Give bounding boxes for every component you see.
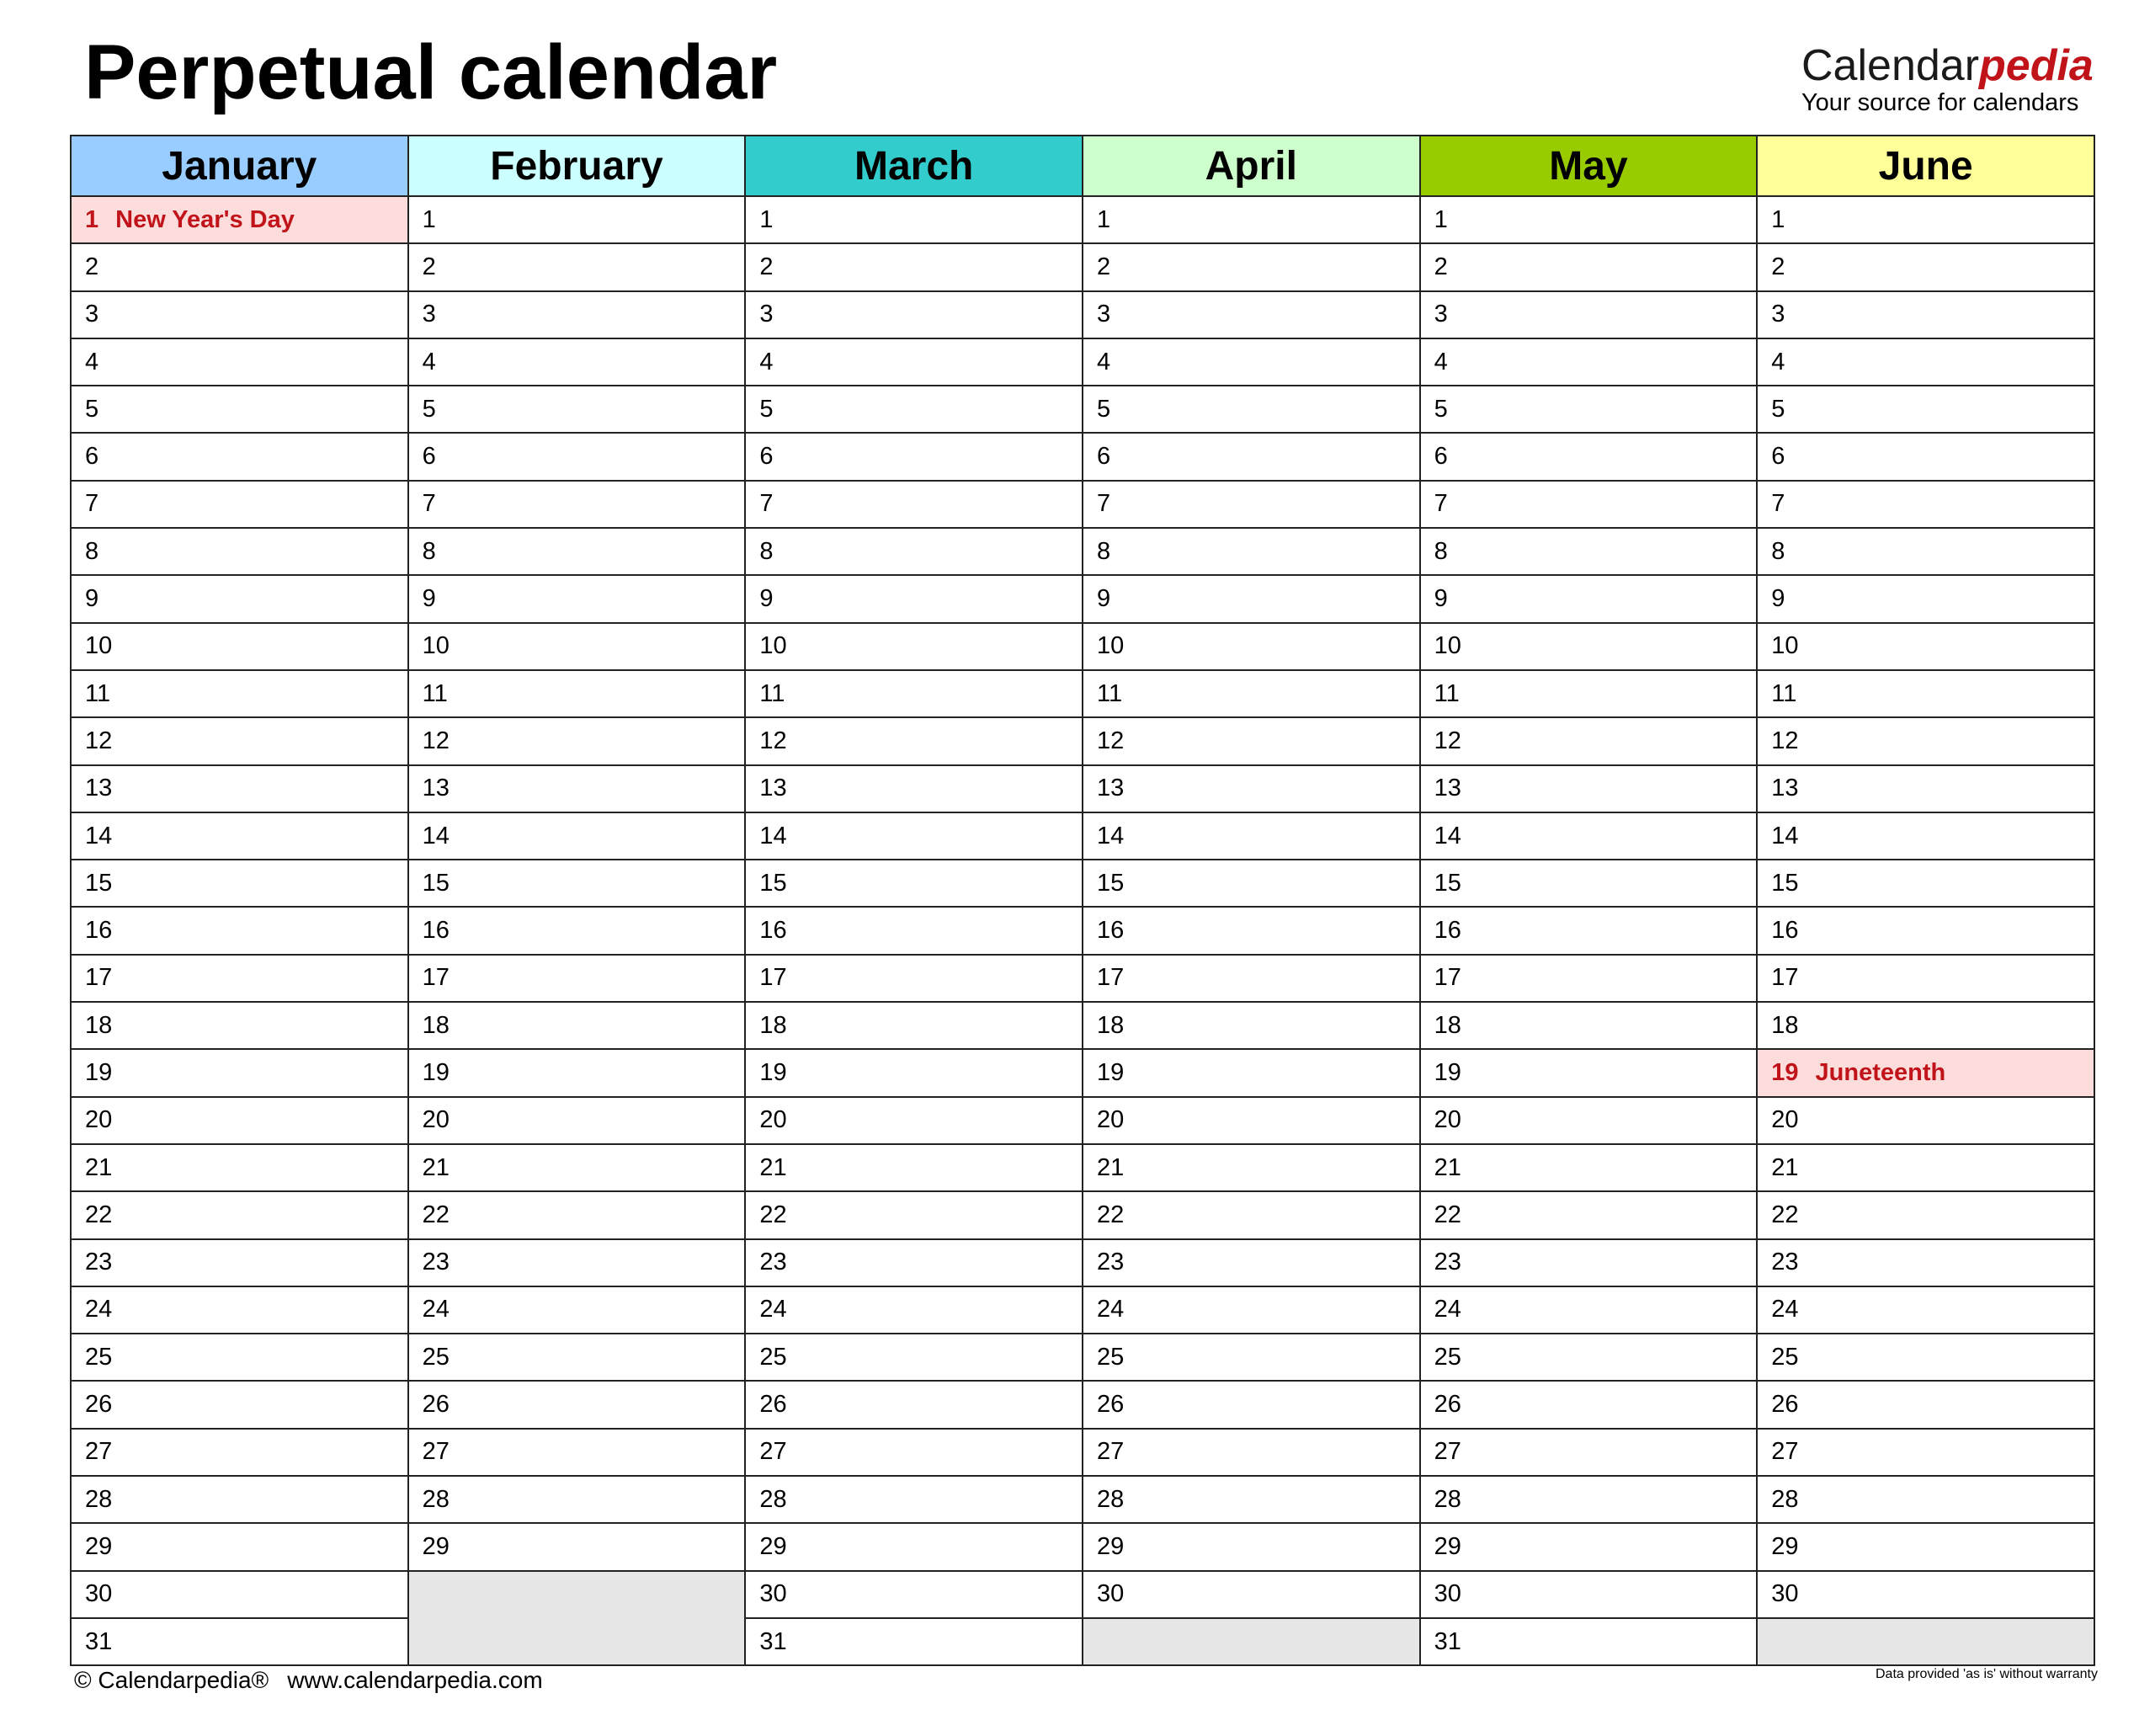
month-header-june: June: [1757, 136, 2094, 196]
day-cell[interactable]: 6: [71, 433, 408, 480]
day-cell[interactable]: 24: [1757, 1286, 2094, 1334]
day-cell[interactable]: 15: [1420, 860, 1758, 907]
day-cell[interactable]: 6: [745, 433, 1083, 480]
day-cell[interactable]: 24: [1420, 1286, 1758, 1334]
day-cell[interactable]: 22: [1757, 1191, 2094, 1238]
day-cell[interactable]: 15: [745, 860, 1083, 907]
day-cell[interactable]: 23: [71, 1239, 408, 1286]
day-cell[interactable]: 25: [71, 1334, 408, 1381]
day-cell[interactable]: 10: [71, 623, 408, 670]
day-cell[interactable]: 14: [1757, 812, 2094, 860]
day-cell[interactable]: 31: [1420, 1618, 1758, 1665]
day-cell[interactable]: 2: [1083, 243, 1420, 290]
calendar-row: [71, 623, 2094, 670]
month-header-row: [71, 136, 2094, 196]
day-cell[interactable]: 18: [1757, 1002, 2094, 1049]
calendar-row: [71, 338, 2094, 386]
day-cell[interactable]: 4: [1420, 338, 1758, 386]
day-cell[interactable]: 17: [1757, 955, 2094, 1002]
day-cell[interactable]: 20: [408, 1097, 746, 1144]
day-cell[interactable]: 4: [1757, 338, 2094, 386]
day-cell[interactable]: 14: [71, 812, 408, 860]
day-cell[interactable]: 16: [1757, 907, 2094, 954]
day-cell[interactable]: 7: [1083, 481, 1420, 528]
day-cell[interactable]: 26: [71, 1381, 408, 1428]
day-cell[interactable]: 9: [1083, 575, 1420, 622]
footer-disclaimer: Data provided 'as is' without warranty: [1875, 1667, 2098, 1681]
day-cell[interactable]: 1: [1757, 196, 2094, 243]
calendar-row: [71, 812, 2094, 860]
day-cell[interactable]: 20: [1420, 1097, 1758, 1144]
calendar-row: [71, 196, 2094, 243]
day-cell[interactable]: 11: [745, 670, 1083, 717]
day-cell[interactable]: 3: [1420, 291, 1758, 338]
day-cell[interactable]: 12: [1083, 717, 1420, 764]
calendar-row: [71, 291, 2094, 338]
day-cell[interactable]: 31: [745, 1618, 1083, 1665]
day-cell[interactable]: 23: [745, 1239, 1083, 1286]
day-cell[interactable]: 17: [1083, 955, 1420, 1002]
day-cell[interactable]: 16: [1420, 907, 1758, 954]
day-cell[interactable]: 25: [408, 1334, 746, 1381]
day-cell[interactable]: 12: [1420, 717, 1758, 764]
day-cell[interactable]: 26: [1420, 1381, 1758, 1428]
day-cell[interactable]: 5: [1757, 386, 2094, 433]
day-cell[interactable]: 6: [408, 433, 746, 480]
day-cell[interactable]: 11: [1083, 670, 1420, 717]
day-cell[interactable]: 26: [745, 1381, 1083, 1428]
day-cell[interactable]: 11: [1420, 670, 1758, 717]
day-cell[interactable]: 19: [1083, 1049, 1420, 1096]
holiday-cell[interactable]: [1757, 1049, 2094, 1096]
calendar-row: [71, 765, 2094, 812]
calendar-row: [71, 433, 2094, 480]
day-cell[interactable]: 12: [745, 717, 1083, 764]
empty-cell: [1083, 1618, 1420, 1665]
month-header-february: February: [408, 136, 746, 196]
day-cell[interactable]: 17: [408, 955, 746, 1002]
day-cell[interactable]: 20: [71, 1097, 408, 1144]
brand-tagline: Your source for calendars: [1801, 89, 2079, 116]
day-cell[interactable]: 29: [408, 1523, 746, 1570]
day-cell[interactable]: 27: [745, 1429, 1083, 1476]
calendar-row: [71, 1523, 2094, 1570]
day-cell[interactable]: 30: [1420, 1571, 1758, 1618]
day-cell[interactable]: 2: [745, 243, 1083, 290]
day-cell[interactable]: 9: [745, 575, 1083, 622]
day-cell[interactable]: 12: [408, 717, 746, 764]
calendar-row: [71, 1476, 2094, 1523]
day-cell[interactable]: 2: [408, 243, 746, 290]
day-cell[interactable]: 29: [1083, 1523, 1420, 1570]
day-cell[interactable]: 3: [71, 291, 408, 338]
day-cell[interactable]: 19: [71, 1049, 408, 1096]
calendar-row: [71, 1381, 2094, 1428]
day-cell[interactable]: 21: [1420, 1144, 1758, 1191]
day-cell[interactable]: 11: [1757, 670, 2094, 717]
day-cell[interactable]: 15: [408, 860, 746, 907]
day-cell[interactable]: 25: [1420, 1334, 1758, 1381]
day-cell[interactable]: 14: [745, 812, 1083, 860]
brand-name-part2: pedia: [1979, 41, 2094, 90]
calendar-row: [71, 717, 2094, 764]
holiday-cell[interactable]: [71, 196, 408, 243]
day-cell[interactable]: 22: [408, 1191, 746, 1238]
day-cell[interactable]: 13: [1757, 765, 2094, 812]
day-cell[interactable]: 17: [745, 955, 1083, 1002]
day-cell[interactable]: 15: [1757, 860, 2094, 907]
day-cell[interactable]: 2: [1757, 243, 2094, 290]
day-cell[interactable]: 4: [408, 338, 746, 386]
calendar-row: [71, 1286, 2094, 1334]
day-cell[interactable]: 25: [1083, 1334, 1420, 1381]
day-cell[interactable]: 29: [745, 1523, 1083, 1570]
brand-name-part1: Calendar: [1801, 41, 1980, 90]
day-cell[interactable]: 13: [1420, 765, 1758, 812]
day-cell[interactable]: 10: [745, 623, 1083, 670]
day-cell[interactable]: 20: [745, 1097, 1083, 1144]
day-cell[interactable]: 25: [745, 1334, 1083, 1381]
day-cell[interactable]: 23: [1757, 1239, 2094, 1286]
day-cell[interactable]: 8: [1420, 528, 1758, 575]
day-cell[interactable]: 24: [71, 1286, 408, 1334]
brand-logo[interactable]: [1801, 41, 2098, 116]
day-cell[interactable]: 24: [408, 1286, 746, 1334]
day-cell[interactable]: 30: [71, 1571, 408, 1618]
calendar-row: [71, 1571, 2094, 1618]
day-cell[interactable]: 21: [1757, 1144, 2094, 1191]
day-cell[interactable]: 6: [1757, 433, 2094, 480]
calendar-row: [71, 1144, 2094, 1191]
holiday-name: New Year's Day: [115, 205, 295, 233]
calendar-row: [71, 1191, 2094, 1238]
day-cell[interactable]: 5: [745, 386, 1083, 433]
calendar-row: [71, 575, 2094, 622]
day-cell[interactable]: 10: [1757, 623, 2094, 670]
day-cell[interactable]: 30: [1083, 1571, 1420, 1618]
calendar-row: [71, 670, 2094, 717]
day-cell[interactable]: 28: [1083, 1476, 1420, 1523]
day-cell[interactable]: 19: [1420, 1049, 1758, 1096]
day-cell[interactable]: 21: [71, 1144, 408, 1191]
day-number: 1: [85, 205, 99, 233]
day-cell[interactable]: 7: [1757, 481, 2094, 528]
day-cell[interactable]: 9: [1757, 575, 2094, 622]
day-cell[interactable]: 23: [1083, 1239, 1420, 1286]
day-cell[interactable]: 16: [408, 907, 746, 954]
calendar-table: [70, 135, 2095, 1666]
day-cell[interactable]: 22: [71, 1191, 408, 1238]
day-cell[interactable]: 9: [71, 575, 408, 622]
calendar-row: [71, 1049, 2094, 1096]
day-cell[interactable]: 10: [408, 623, 746, 670]
day-cell[interactable]: 17: [71, 955, 408, 1002]
day-cell[interactable]: 13: [408, 765, 746, 812]
day-cell[interactable]: 7: [1420, 481, 1758, 528]
day-cell[interactable]: 7: [745, 481, 1083, 528]
day-cell[interactable]: 14: [1420, 812, 1758, 860]
day-cell[interactable]: 3: [745, 291, 1083, 338]
day-cell[interactable]: 27: [1420, 1429, 1758, 1476]
day-cell[interactable]: 10: [1083, 623, 1420, 670]
day-cell[interactable]: 23: [1420, 1239, 1758, 1286]
day-cell[interactable]: 15: [1083, 860, 1420, 907]
day-cell[interactable]: 28: [745, 1476, 1083, 1523]
calendar-row: [71, 528, 2094, 575]
day-cell[interactable]: 19: [745, 1049, 1083, 1096]
calendar-row: [71, 243, 2094, 290]
day-cell[interactable]: 8: [408, 528, 746, 575]
calendar-row: [71, 860, 2094, 907]
calendar-body: [71, 196, 2094, 1665]
footer-copyright-line: [74, 1667, 543, 1694]
day-cell[interactable]: 4: [745, 338, 1083, 386]
calendar-row: [71, 386, 2094, 433]
day-cell[interactable]: 5: [71, 386, 408, 433]
day-cell[interactable]: 27: [1757, 1429, 2094, 1476]
empty-cell: [408, 1571, 746, 1666]
day-cell[interactable]: 29: [1420, 1523, 1758, 1570]
day-cell[interactable]: 3: [1757, 291, 2094, 338]
day-cell[interactable]: 9: [1420, 575, 1758, 622]
day-cell[interactable]: 1: [745, 196, 1083, 243]
day-cell[interactable]: 16: [745, 907, 1083, 954]
day-cell[interactable]: 23: [408, 1239, 746, 1286]
day-cell[interactable]: 25: [1757, 1334, 2094, 1381]
day-cell[interactable]: 14: [408, 812, 746, 860]
day-cell[interactable]: 28: [408, 1476, 746, 1523]
day-cell[interactable]: 7: [71, 481, 408, 528]
day-cell[interactable]: 11: [408, 670, 746, 717]
calendar-row: [71, 481, 2094, 528]
month-header-march: March: [745, 136, 1083, 196]
day-cell[interactable]: 8: [1757, 528, 2094, 575]
calendar-row: [71, 1334, 2094, 1381]
empty-cell: [1757, 1618, 2094, 1665]
day-cell[interactable]: 21: [745, 1144, 1083, 1191]
day-cell[interactable]: 5: [1420, 386, 1758, 433]
day-cell[interactable]: 26: [408, 1381, 746, 1428]
day-cell[interactable]: 19: [408, 1049, 746, 1096]
day-cell[interactable]: 18: [71, 1002, 408, 1049]
day-cell[interactable]: 26: [1083, 1381, 1420, 1428]
calendar-row: [71, 955, 2094, 1002]
calendar-row: [71, 907, 2094, 954]
footer-copyright: © Calendarpedia®: [74, 1667, 269, 1693]
day-cell[interactable]: 1: [1083, 196, 1420, 243]
day-cell[interactable]: 27: [408, 1429, 746, 1476]
day-cell[interactable]: 13: [1083, 765, 1420, 812]
day-cell[interactable]: 21: [1083, 1144, 1420, 1191]
day-cell[interactable]: 11: [71, 670, 408, 717]
day-cell[interactable]: 13: [71, 765, 408, 812]
day-cell[interactable]: 8: [745, 528, 1083, 575]
day-cell[interactable]: 7: [408, 481, 746, 528]
day-cell[interactable]: 8: [71, 528, 408, 575]
footer-url-link[interactable]: www.calendarpedia.com: [287, 1667, 543, 1693]
day-cell[interactable]: 18: [408, 1002, 746, 1049]
day-cell[interactable]: 3: [1083, 291, 1420, 338]
day-cell[interactable]: 17: [1420, 955, 1758, 1002]
day-cell[interactable]: 4: [1083, 338, 1420, 386]
holiday-name: Juneteenth: [1815, 1058, 1946, 1086]
day-cell[interactable]: 1: [1420, 196, 1758, 243]
day-cell[interactable]: 29: [71, 1523, 408, 1570]
day-cell[interactable]: 30: [1757, 1571, 2094, 1618]
day-cell[interactable]: 6: [1420, 433, 1758, 480]
day-cell[interactable]: 18: [1083, 1002, 1420, 1049]
day-cell[interactable]: 16: [1083, 907, 1420, 954]
day-cell[interactable]: 10: [1420, 623, 1758, 670]
day-cell[interactable]: 8: [1083, 528, 1420, 575]
day-cell[interactable]: 14: [1083, 812, 1420, 860]
day-cell[interactable]: 28: [71, 1476, 408, 1523]
day-number: 19: [1771, 1058, 1799, 1086]
calendar-row: [71, 1097, 2094, 1144]
day-cell[interactable]: 4: [71, 338, 408, 386]
day-cell[interactable]: 18: [745, 1002, 1083, 1049]
day-cell[interactable]: 9: [408, 575, 746, 622]
day-cell[interactable]: 21: [408, 1144, 746, 1191]
month-header-may: May: [1420, 136, 1758, 196]
day-cell[interactable]: 22: [1420, 1191, 1758, 1238]
day-cell[interactable]: 5: [1083, 386, 1420, 433]
calendar-row: [71, 1002, 2094, 1049]
day-cell[interactable]: 2: [71, 243, 408, 290]
day-cell[interactable]: 24: [745, 1286, 1083, 1334]
day-cell[interactable]: 16: [71, 907, 408, 954]
day-cell[interactable]: 12: [71, 717, 408, 764]
day-cell[interactable]: 3: [408, 291, 746, 338]
day-cell[interactable]: 27: [1083, 1429, 1420, 1476]
calendar-row: [71, 1429, 2094, 1476]
day-cell[interactable]: 26: [1757, 1381, 2094, 1428]
day-cell[interactable]: 30: [745, 1571, 1083, 1618]
day-cell[interactable]: 22: [745, 1191, 1083, 1238]
calendar-row: [71, 1618, 2094, 1665]
day-cell[interactable]: 5: [408, 386, 746, 433]
calendar-row: [71, 1239, 2094, 1286]
day-cell[interactable]: 28: [1757, 1476, 2094, 1523]
day-cell[interactable]: 2: [1420, 243, 1758, 290]
day-cell[interactable]: 20: [1757, 1097, 2094, 1144]
day-cell[interactable]: 15: [71, 860, 408, 907]
page-title: Perpetual calendar: [84, 29, 778, 115]
month-header-april: April: [1083, 136, 1420, 196]
day-cell[interactable]: 13: [745, 765, 1083, 812]
day-cell[interactable]: 28: [1420, 1476, 1758, 1523]
day-cell[interactable]: 27: [71, 1429, 408, 1476]
day-cell[interactable]: 12: [1757, 717, 2094, 764]
day-cell[interactable]: 31: [71, 1618, 408, 1665]
day-cell[interactable]: 18: [1420, 1002, 1758, 1049]
day-cell[interactable]: 29: [1757, 1523, 2094, 1570]
day-cell[interactable]: 24: [1083, 1286, 1420, 1334]
day-cell[interactable]: 6: [1083, 433, 1420, 480]
day-cell[interactable]: 20: [1083, 1097, 1420, 1144]
brand-name: [1801, 41, 2098, 90]
day-cell[interactable]: 1: [408, 196, 746, 243]
day-cell[interactable]: 22: [1083, 1191, 1420, 1238]
month-header-january: January: [71, 136, 408, 196]
